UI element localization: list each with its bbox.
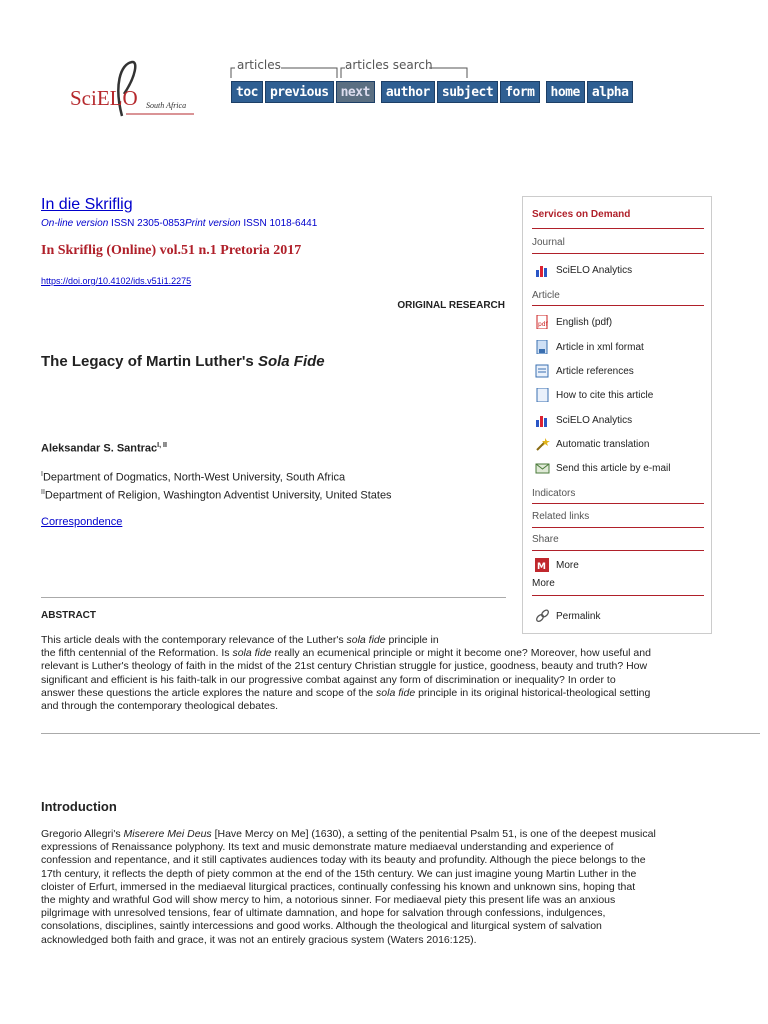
toc-button[interactable]: toc (231, 81, 263, 103)
aff1-text: Department of Dogmatics, North-West University, South Africa (42, 471, 346, 484)
email-icon (535, 461, 550, 475)
abstract-text (41, 634, 741, 713)
next-button[interactable]: next (336, 81, 375, 103)
section-label: ORIGINAL RESEARCH (397, 300, 505, 311)
alpha-button[interactable]: alpha (587, 81, 634, 103)
translation-link[interactable] (535, 437, 649, 451)
related-links-category[interactable]: Related links (532, 511, 590, 522)
services-sidebar (522, 196, 712, 634)
cite-link[interactable] (535, 388, 653, 402)
online-label: On-line version (41, 218, 109, 229)
text-line: and through the contemporary theological debates. (41, 700, 278, 713)
author-button[interactable]: author (381, 81, 435, 103)
author-name (41, 442, 167, 455)
wand-icon (535, 437, 550, 451)
previous-button[interactable]: previous (265, 81, 334, 103)
nav-label-search: articles search (345, 58, 433, 72)
journal-title-link[interactable]: In die Skriflig (41, 196, 133, 213)
xml-link[interactable] (535, 340, 644, 354)
xml-document-icon (535, 340, 550, 354)
email-link[interactable] (535, 461, 671, 475)
home-button[interactable]: home (546, 81, 585, 103)
references-link[interactable] (535, 364, 634, 378)
author-text: Aleksandar S. Santrac (41, 442, 158, 455)
author-sup: I, II (157, 442, 167, 449)
xml-label: Article in xml format (556, 341, 644, 353)
doi-link[interactable]: https://doi.org/10.4102/ids.v51i1.2275 (41, 276, 192, 286)
permalink-label: Permalink (556, 610, 601, 622)
english-pdf-link[interactable] (535, 315, 612, 329)
more-link[interactable]: More (532, 578, 555, 589)
divider (532, 527, 704, 528)
divider (41, 733, 760, 734)
issn-line (41, 218, 317, 229)
text-line: the fifth centennial of the Reformation. Is sola fide really an ecumenical principle or might it become one? Moreover, how useful and (41, 647, 651, 660)
text-line: Gregorio Allegri's Miserere Mei Deus [Have Mercy on Me] (1630), a setting of the penitential Psalm 51, is one of the deepest musical (41, 828, 656, 840)
subject-button[interactable]: subject (437, 81, 498, 103)
aff2-text: Department of Religion, Washington Adventist University, United States (44, 489, 392, 502)
article-title (41, 353, 325, 370)
text-line: consolations, disciplines, saintly intercessions and good works. Although the theological and liturgical system of salvation (41, 920, 602, 933)
svg-text:M: M (537, 562, 546, 572)
text-line: significant and efficient is his faith-talk in our progressive combat against any form of discrimination or inequality? In order to (41, 673, 616, 686)
text-line: the mighty and wrathful God will show mercy to him, a notorious sinner. For mediaeval piety this present life was an anxious (41, 894, 616, 907)
form-button[interactable]: form (500, 81, 539, 103)
divider (532, 228, 704, 229)
online-issn: ISSN 2305-0853 (111, 218, 185, 229)
svg-text:pdf: pdf (538, 321, 548, 328)
divider (532, 595, 704, 596)
bar-chart-icon (535, 413, 550, 427)
article-analytics-label: SciELO Analytics (556, 414, 633, 426)
introduction-heading: Introduction (41, 799, 117, 814)
share-more-label: More (556, 559, 579, 571)
cite-label: How to cite this article (556, 389, 654, 401)
print-label: Print version (185, 218, 241, 229)
volume-info: In Skriflig (Online) vol.51 n.1 Pretoria 2017 (41, 243, 302, 258)
text-line: expressions of Renaissance polyphony. Its text and music demonstrate mature mediaeval understanding and experience of (41, 841, 614, 854)
text-line: This article deals with the contemporary relevance of the Luther's sola fide principle in (41, 634, 439, 646)
share-more-button[interactable] (535, 558, 579, 572)
journal-category: Journal (532, 237, 565, 248)
services-heading: Services on Demand (532, 209, 631, 220)
divider (532, 305, 704, 306)
abstract-heading: ABSTRACT (41, 610, 96, 621)
aff1-sup: I (41, 471, 43, 478)
divider (532, 503, 704, 504)
document-icon (535, 388, 550, 402)
pdf-icon (535, 315, 550, 329)
indicators-category[interactable]: Indicators (532, 488, 576, 499)
bar-chart-icon (535, 263, 550, 277)
text-line: pilgrimage with unresolved tensions, fear of ultimate damnation, and hope for salvation through confessions, indulgences, (41, 907, 606, 920)
text-line: cloister of Erfurt, immersed in the mediaeval liturgical practices, continually confessing his known and unknown sins, hoping that (41, 880, 636, 893)
email-label: Send this article by e-mail (556, 462, 671, 474)
journal-analytics-label: SciELO Analytics (556, 264, 633, 276)
journal-analytics-link[interactable] (535, 263, 632, 277)
translation-label: Automatic translation (556, 438, 650, 450)
text-line: confession and repentance, and it still captivates audiences today with its beauty and profundity. Although the piece belongs to the (41, 854, 646, 867)
article-category: Article (532, 290, 560, 301)
permalink-link[interactable] (535, 609, 600, 623)
link-icon (535, 609, 550, 623)
affiliation-1 (41, 471, 345, 484)
title-italic: Sola Fide (257, 353, 325, 370)
aff2-sup: II (41, 489, 45, 496)
divider (41, 597, 506, 598)
text-line: acknowledged both faith and grace, it was not an entirely gracious system (Waters 2016:125). (41, 933, 477, 946)
logo-subtitle: South Africa (146, 101, 187, 110)
divider (532, 550, 704, 551)
divider (532, 253, 704, 254)
correspondence-link[interactable]: Correspondence (41, 516, 123, 528)
title-main: The Legacy of Martin Luther's (41, 353, 258, 370)
logo-text: SciELO (70, 86, 138, 110)
text-line: answer these questions the article explores the nature and scope of the sola fide principle in its original historical-theological setting (41, 686, 651, 699)
text-line: 17th century, it reflects the depth of piety common at the end of the 15th century. We can just imagine young Martin Luther in the (41, 867, 637, 880)
references-label: Article references (556, 365, 634, 377)
text-line: relevant is Luther's theology of faith in the midst of the 21st century Christian struggle for justice, goodness, beauty and truth? How (41, 660, 648, 673)
nav-label-articles: articles (237, 58, 281, 72)
affiliation-2 (41, 489, 392, 502)
english-pdf-label: English (pdf) (556, 316, 613, 328)
article-analytics-link[interactable] (535, 413, 632, 427)
nav-toolbar (231, 81, 633, 103)
print-issn: ISSN 1018-6441 (243, 218, 318, 229)
share-category: Share (532, 534, 559, 545)
references-icon (535, 364, 550, 378)
share-icon (535, 558, 550, 572)
introduction-text (41, 828, 741, 947)
scielo-logo[interactable] (64, 56, 204, 120)
